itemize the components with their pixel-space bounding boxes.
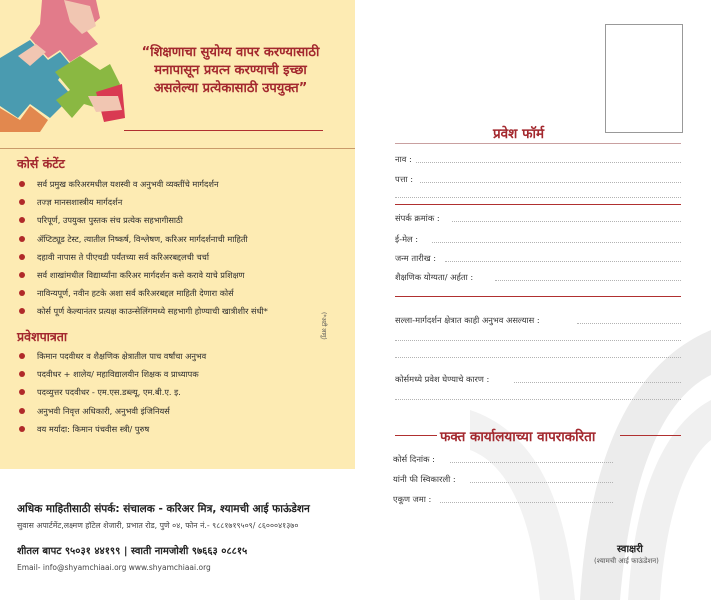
photo-box — [605, 24, 683, 133]
list-item: वय मर्यादा: किमान पंचवीस स्त्री/ पुरुष — [17, 420, 206, 438]
quote-line-2: मनापासून प्रयत्न करण्याची इच्छा — [154, 63, 307, 78]
fee-received-field[interactable] — [470, 482, 613, 483]
address-label: पत्ता : — [395, 174, 414, 184]
eligibility-list — [17, 347, 206, 438]
total-amount-label: एकूण जमा : — [393, 494, 432, 504]
course-content-heading: कोर्स कंटेंट — [17, 156, 65, 171]
list-item: कोर्स पूर्ण केल्यानंतर प्रत्यक्ष काउन्सेलिंगमध्ये सहभागी होण्याची खात्रीशीर संधी* — [17, 302, 268, 320]
quote-line-1: “शिक्षणाचा सुयोग्य वापर करण्यासाठी — [141, 45, 320, 60]
form-title: प्रवेश फॉर्म — [493, 126, 545, 142]
experience-field-line-2[interactable] — [395, 340, 681, 341]
quote-divider — [124, 130, 323, 131]
address-field[interactable] — [420, 182, 681, 183]
course-date-label: कोर्स दिनांक : — [393, 454, 435, 464]
email-label: ई-मेल : — [395, 234, 419, 244]
quote-line-3: असलेल्या प्रत्येकासाठी उपयुक्त” — [153, 81, 308, 96]
signature-label: स्वाक्षरी — [617, 544, 643, 555]
office-use-heading: फक्त कार्यालयाच्या वापराकरिता — [440, 429, 596, 445]
name-field[interactable] — [416, 162, 681, 163]
contact-number-field[interactable] — [452, 221, 681, 222]
experience-field[interactable] — [577, 323, 681, 324]
course-info-panel — [0, 0, 355, 469]
list-item: पदवीधर + शालेय/ महाविद्यालयीन शिक्षक व प्राध्यापक — [17, 365, 206, 383]
address-field-line-2[interactable] — [395, 197, 681, 198]
office-divider-left — [395, 435, 437, 436]
list-item: तज्ज्ञ मानसशास्त्रीय मार्गदर्शन — [17, 193, 268, 211]
contact-heading: अधिक माहितीसाठी संपर्क: संचालक - करिअर मित्र, श्यामची आई फाऊंडेशन — [17, 503, 310, 515]
experience-label: सल्ला-मार्गदर्शन क्षेत्रात काही अनुभव असल्यास : — [395, 315, 540, 325]
list-item: सर्व शाखांमधील विद्यार्थ्यांना करिअर मार्गदर्शन कसे करावे याचे प्रशिक्षण — [17, 266, 268, 284]
form-divider — [395, 204, 681, 205]
tagline-quote — [118, 44, 343, 98]
reason-field-line-2[interactable] — [395, 399, 681, 400]
list-item: नाविन्यपूर्ण, नवीन हटके अशा सर्व करिअरबद्दल माहिती देणारा कोर्स — [17, 284, 268, 302]
list-item: दहावी नापास ते पीएचडी पर्यंतच्या सर्व करिअरबद्दलची चर्चा — [17, 248, 268, 266]
signature-subtitle: (श्यामची आई फाऊंडेशन) — [594, 557, 659, 565]
course-date-field[interactable] — [450, 462, 613, 463]
reason-label: कोर्समध्ये प्रवेश घेण्याचे कारण : — [395, 374, 490, 384]
eligibility-heading: प्रवेशपात्रता — [17, 329, 68, 344]
list-item: परिपूर्ण, उपयुक्त पुस्तक संच प्रत्येक सहभागीसाठी — [17, 211, 268, 229]
name-label: नाव : — [395, 154, 412, 164]
total-amount-field[interactable] — [440, 502, 613, 503]
list-item: किमान पदवीधर व शैक्षणिक क्षेत्रातील पाच वर्षांचा अनुभव — [17, 347, 206, 365]
course-content-list — [17, 175, 268, 321]
terms-note: (*अटी लागू) — [320, 312, 327, 340]
reason-field[interactable] — [514, 382, 681, 383]
contact-email: Email- info@shyamchiaai.org www.shyamchiaai.org — [17, 563, 211, 572]
list-item: ॲप्टिट्यूड टेस्ट, त्यातील निष्कर्ष, विश्लेषण, करिअर मार्गदर्शनाची माहिती — [17, 230, 268, 248]
form-divider — [395, 296, 681, 297]
fee-received-label: यांनी फी स्विकारली : — [393, 474, 456, 484]
list-item: अनुभवी निवृत्त अधिकारी, अनुभवी इंजिनियर्स — [17, 402, 206, 420]
list-item: सर्व प्रमुख करिअरमधील यशस्वी व अनुभवी व्यक्तींचे मार्गदर्शन — [17, 175, 268, 193]
section-divider — [0, 148, 355, 149]
contact-address: सुवास अपार्टमेंट,लक्ष्मण हॉटेल शेजारी, प्रभात रोड, पुणे ०४, फोन नं.- ९८८१७१९५०९/ ८६०००४१३७० — [17, 521, 299, 530]
form-title-divider — [395, 143, 681, 144]
office-divider-right — [620, 435, 681, 436]
qualification-label: शैक्षणिक योग्यता/ अर्हता : — [395, 272, 474, 282]
list-item: पदव्युत्तर पदवीधर - एम.एस.डब्ल्यू, एम.बी.ए. इ. — [17, 383, 206, 401]
email-field[interactable] — [432, 242, 681, 243]
qualification-field[interactable] — [495, 280, 681, 281]
book-watermark — [470, 290, 711, 600]
contact-number-label: संपर्क क्रमांक : — [395, 213, 440, 223]
puzzle-hands-illustration — [0, 0, 125, 132]
experience-field-line-3[interactable] — [395, 357, 681, 358]
contact-phones: शीतल बापट ९५०३१ ४४१९९ | स्वाती नामजोशी ९७६६३ ०८८१५ — [17, 546, 248, 557]
dob-field[interactable] — [445, 261, 681, 262]
dob-label: जन्म तारीख : — [395, 253, 437, 263]
